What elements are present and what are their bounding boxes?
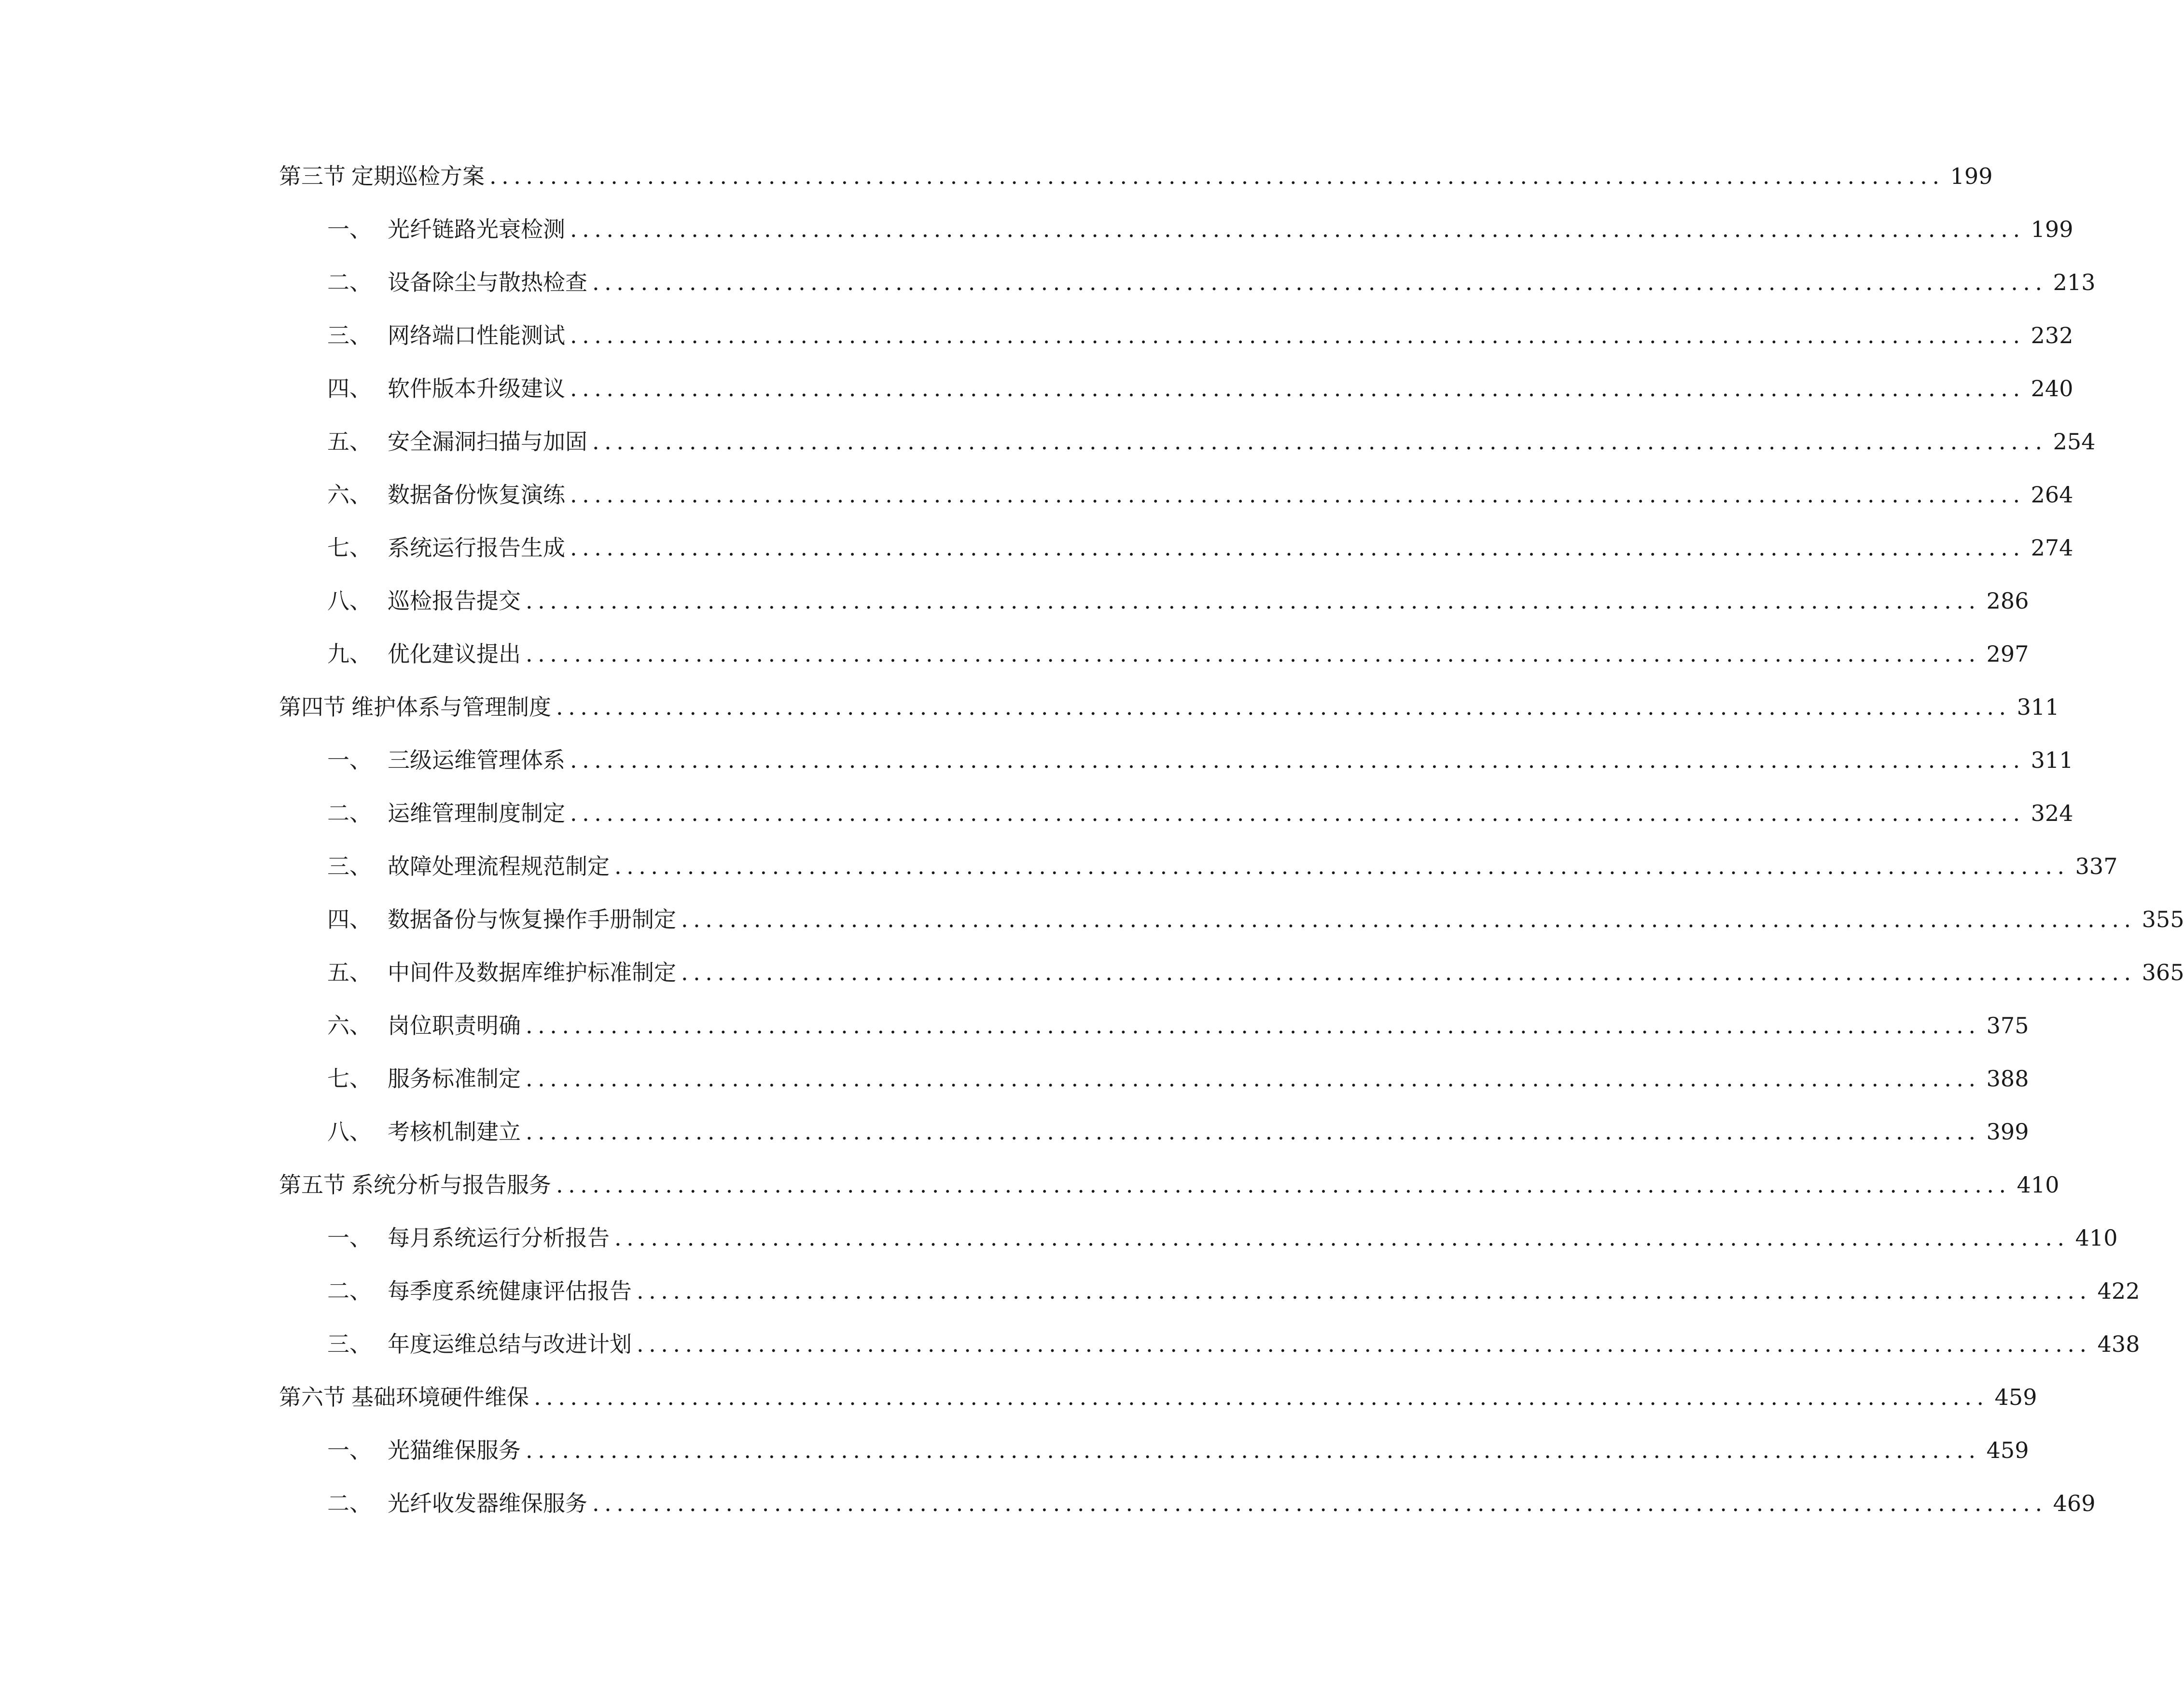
dot-leader: ........................................................................................................................: [570, 747, 2025, 773]
toc-item-entry[interactable]: [279, 1477, 2096, 1530]
toc-entry-page-number: 240: [2031, 375, 2073, 402]
toc-entry-page-number: 459: [1986, 1437, 2029, 1463]
toc-item-entry[interactable]: [279, 627, 2029, 680]
toc-entry-number: 第五节: [279, 1172, 346, 1198]
toc-item-entry[interactable]: [279, 574, 2029, 627]
toc-entry-number: 七、: [327, 1066, 372, 1092]
toc-entry-page-number: 422: [2097, 1278, 2140, 1304]
toc-entry-title: 每月系统运行分析报告: [388, 1225, 610, 1251]
dot-leader: ........................................................................................................................: [614, 1225, 2070, 1251]
toc-entry-page-number: 365: [2142, 959, 2184, 985]
toc-entry-title: 软件版本升级建议: [388, 375, 565, 402]
toc-item-entry[interactable]: [279, 734, 2073, 787]
dot-leader: ........................................................................................................................: [526, 1013, 1981, 1039]
dot-leader: ........................................................................................................................: [637, 1331, 2092, 1357]
dot-leader: ........................................................................................................................: [681, 959, 2136, 985]
toc-entry-title: 光纤链路光衰检测: [388, 216, 565, 242]
toc-entry-number: 第三节: [279, 163, 346, 189]
toc-section-entry[interactable]: [279, 1371, 2037, 1424]
toc-item-entry[interactable]: [279, 362, 2073, 415]
toc-item-entry[interactable]: [279, 1052, 2029, 1105]
toc-entry-title: 维护体系与管理制度: [351, 694, 551, 720]
toc-entry-title: 年度运维总结与改进计划: [388, 1331, 632, 1357]
toc-item-entry[interactable]: [279, 521, 2073, 574]
toc-entry-page-number: 297: [1986, 641, 2029, 667]
toc-entry-number: 二、: [327, 800, 372, 826]
toc-section-entry[interactable]: [279, 1158, 2059, 1211]
toc-entry-number: 四、: [327, 375, 372, 402]
toc-entry-number: 一、: [327, 1437, 372, 1463]
toc-entry-page-number: 324: [2031, 800, 2073, 826]
toc-entry-title: 设备除尘与散热检查: [388, 269, 587, 295]
toc-entry-page-number: 337: [2075, 853, 2118, 879]
toc-entry-page-number: 375: [1986, 1013, 2029, 1039]
toc-section-entry[interactable]: [279, 150, 1993, 203]
toc-entry-number: 一、: [327, 1225, 372, 1251]
dot-leader: ........................................................................................................................: [592, 269, 2047, 295]
dot-leader: ........................................................................................................................: [592, 429, 2047, 455]
toc-entry-page-number: 274: [2031, 535, 2073, 561]
toc-entry-title: 光纤收发器维保服务: [388, 1490, 587, 1516]
dot-leader: ........................................................................................................................: [526, 1066, 1981, 1092]
toc-entry-page-number: 232: [2031, 322, 2073, 348]
toc-entry-number: 三、: [327, 322, 372, 348]
toc-item-entry[interactable]: [279, 1424, 2029, 1477]
toc-entry-page-number: 254: [2053, 429, 2096, 455]
toc-entry-title: 优化建议提出: [388, 641, 521, 667]
toc-entry-page-number: 438: [2097, 1331, 2140, 1357]
toc-entry-number: 八、: [327, 588, 372, 614]
toc-entry-page-number: 469: [2053, 1490, 2096, 1516]
toc-entry-page-number: 399: [1986, 1119, 2029, 1145]
toc-entry-number: 第四节: [279, 694, 346, 720]
toc-entry-page-number: 410: [2017, 1172, 2059, 1198]
toc-entry-page-number: 459: [1994, 1384, 2037, 1410]
dot-leader: ........................................................................................................................: [614, 853, 2070, 879]
toc-entry-title: 定期巡检方案: [351, 163, 485, 189]
toc-item-entry[interactable]: [279, 415, 2096, 468]
toc-item-entry[interactable]: [279, 309, 2073, 362]
toc-item-entry[interactable]: [279, 203, 2073, 256]
toc-item-entry[interactable]: [279, 840, 2118, 893]
toc-entry-title: 安全漏洞扫描与加固: [388, 429, 587, 455]
dot-leader: ........................................................................................................................: [570, 535, 2025, 561]
toc-entry-page-number: 286: [1986, 588, 2029, 614]
dot-leader: ........................................................................................................................: [570, 375, 2025, 402]
toc-entry-title: 系统分析与报告服务: [351, 1172, 551, 1198]
toc-item-entry[interactable]: [279, 1211, 2118, 1264]
toc-entry-title: 系统运行报告生成: [388, 535, 565, 561]
dot-leader: ........................................................................................................................: [556, 694, 2011, 720]
toc-entry-number: 五、: [327, 429, 372, 455]
dot-leader: ........................................................................................................................: [526, 1119, 1981, 1145]
toc-item-entry[interactable]: [279, 893, 2184, 946]
toc-entry-title: 巡检报告提交: [388, 588, 521, 614]
toc-entry-page-number: 311: [2031, 747, 2073, 773]
toc-section-entry[interactable]: [279, 680, 2059, 734]
toc-entry-number: 六、: [327, 1013, 372, 1039]
dot-leader: ........................................................................................................................: [526, 641, 1981, 667]
toc-entry-number: 第六节: [279, 1384, 346, 1410]
toc-entry-page-number: 388: [1986, 1066, 2029, 1092]
toc-item-entry[interactable]: [279, 256, 2096, 309]
toc-entry-title: 网络端口性能测试: [388, 322, 565, 348]
dot-leader: ........................................................................................................................: [570, 482, 2025, 508]
dot-leader: ........................................................................................................................: [570, 216, 2025, 242]
dot-leader: ........................................................................................................................: [570, 800, 2025, 826]
toc-entry-title: 数据备份与恢复操作手册制定: [388, 906, 676, 932]
toc-entry-title: 数据备份恢复演练: [388, 482, 565, 508]
toc-entry-number: 一、: [327, 216, 372, 242]
toc-entry-number: 三、: [327, 853, 372, 879]
toc-item-entry[interactable]: [279, 999, 2029, 1052]
toc-item-entry[interactable]: [279, 1318, 2140, 1371]
dot-leader: ........................................................................................................................: [489, 163, 1945, 189]
toc-entry-number: 三、: [327, 1331, 372, 1357]
toc-item-entry[interactable]: [279, 1105, 2029, 1158]
toc-entry-title: 中间件及数据库维护标准制定: [388, 959, 676, 985]
toc-item-entry[interactable]: [279, 468, 2073, 521]
toc-entry-title: 运维管理制度制定: [388, 800, 565, 826]
toc-entry-title: 岗位职责明确: [388, 1013, 521, 1039]
toc-entry-page-number: 213: [2053, 269, 2096, 295]
dot-leader: ........................................................................................................................: [592, 1490, 2047, 1516]
toc-entry-number: 一、: [327, 747, 372, 773]
dot-leader: ........................................................................................................................: [526, 588, 1981, 614]
toc-entry-number: 五、: [327, 959, 372, 985]
dot-leader: ........................................................................................................................: [526, 1437, 1981, 1463]
toc-entry-number: 七、: [327, 535, 372, 561]
toc-entry-number: 四、: [327, 906, 372, 932]
toc-entry-page-number: 355: [2142, 906, 2184, 932]
toc-entry-number: 八、: [327, 1119, 372, 1145]
toc-entry-page-number: 264: [2031, 482, 2073, 508]
toc-entry-title: 考核机制建立: [388, 1119, 521, 1145]
toc-entry-number: 九、: [327, 641, 372, 667]
toc-entry-title: 每季度系统健康评估报告: [388, 1278, 632, 1304]
toc-entry-page-number: 410: [2075, 1225, 2118, 1251]
dot-leader: ........................................................................................................................: [534, 1384, 1989, 1410]
toc-entry-page-number: 199: [2031, 216, 2073, 242]
toc-entry-number: 二、: [327, 269, 372, 295]
toc-entry-page-number: 199: [1950, 163, 1993, 189]
toc-entry-title: 三级运维管理体系: [388, 747, 565, 773]
toc-entry-page-number: 311: [2017, 694, 2059, 720]
dot-leader: ........................................................................................................................: [556, 1172, 2011, 1198]
dot-leader: ........................................................................................................................: [681, 906, 2136, 932]
dot-leader: ........................................................................................................................: [637, 1278, 2092, 1304]
toc-item-entry[interactable]: [279, 787, 2073, 840]
toc-entry-number: 六、: [327, 482, 372, 508]
table-of-contents: [279, 150, 2184, 1530]
toc-item-entry[interactable]: [279, 1264, 2140, 1318]
toc-entry-title: 服务标准制定: [388, 1066, 521, 1092]
toc-entry-title: 光猫维保服务: [388, 1437, 521, 1463]
dot-leader: ........................................................................................................................: [570, 322, 2025, 348]
toc-entry-number: 二、: [327, 1490, 372, 1516]
toc-entry-title: 基础环境硬件维保: [351, 1384, 529, 1410]
toc-item-entry[interactable]: [279, 946, 2184, 999]
toc-entry-number: 二、: [327, 1278, 372, 1304]
toc-entry-title: 故障处理流程规范制定: [388, 853, 610, 879]
